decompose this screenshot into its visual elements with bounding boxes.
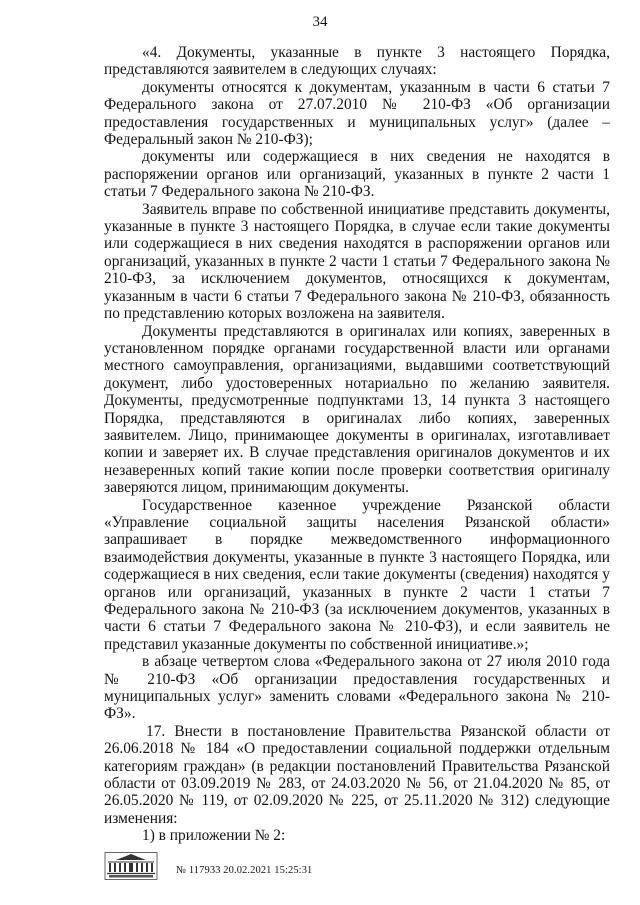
paragraph-appendix-2: 1) в приложении № 2: <box>142 827 286 845</box>
paragraph-item-4: «4. Документы, указанные в пункте 3 настоящего Порядка, представляются заявителем в следующих случаях: <box>104 44 610 79</box>
paragraph-case-2: документы или содержащиеся в них сведения не находятся в распоряжении органов или организаций, указанных в пункте 2 части 1 статьи 7 Федерального закона № 210-ФЗ. <box>104 148 610 201</box>
building-stamp-icon <box>104 852 158 880</box>
paragraph-originals-copies: Документы представляются в оригиналах или копиях, заверенных в установленном порядке органами государственной власти или органами местного самоуправления, организациями, выдавшими соответствующий документ, либо удостоверенных нотариально по желанию заявителя. Документы, предусмотренные подпунктами 13, 14 пункта 3 настоящего Порядка, представляются в оригиналах либо копиях, заверенных заявителем. Лицо, принимающее документы в оригиналах, изготавливает копии и заверяет их. В случае представления оригиналов документов и их незаверенных копий такие копии после проверки соответствия оригиналу заверяются лицом, принимающим документы. <box>104 322 610 497</box>
paragraph-applicant-right: Заявитель вправе по собственной инициативе представить документы, указанные в пункте 3 настоящего Порядка, в случае если такие документы или содержащиеся в них сведения находятся в распоряжении органов или организаций, указанных в пункте 2 части 1 статьи 7 Федерального закона № 210-ФЗ, за исключением документов, относящихся к документам, указанным в части 6 статьи 7 Федерального закона № 210-ФЗ, обязанность по представлению которых возложена на заявителя. <box>104 200 610 323</box>
document-registration-stamp: № 117933 20.02.2021 15:25:31 <box>176 865 313 876</box>
footer <box>104 852 344 886</box>
paragraph-case-1: документы относятся к документам, указанным в части 6 статьи 7 Федерального закона от 27.07.2010 № 210-ФЗ «Об организации предоставления государственных и муниципальных услуг» (далее – Федеральный закон № 210-ФЗ); <box>104 78 610 149</box>
paragraph-amendment-fourth-abzac: в абзаце четвертом слова «Федерального закона от 27 июля 2010 года № 210-ФЗ «Об организации предоставления государственных и муниципальных услуг» заменить словами «Федерального закона № 210-ФЗ». <box>104 653 610 723</box>
document-body <box>104 44 610 845</box>
paragraph-interagency-request: Государственное казенное учреждение Рязанской области «Управление социальной защиты населения Рязанской области» запрашивает в порядке межведомственного информационного взаимодействия документы, указанные в пункте 3 настоящего Порядка, или содержащиеся в них сведения, если такие документы (сведения) находятся у органов или организаций, указанных в пункте 2 части 1 статьи 7 Федерального закона № 210-ФЗ (за исключением документов, указанных в части 6 статьи 7 Федерального закона № 210-ФЗ), и если заявитель не представил указанные документы по собственной инициативе.»; <box>104 496 610 653</box>
page-number: 34 <box>312 14 328 30</box>
paragraph-item-17: 17. Внести в постановление Правительства Рязанской области от 26.06.2018 № 184 «О предоставлении социальной поддержки отдельным категориям граждан» (в редакции постановлений Правительства Рязанской области от 03.09.2019 № 283, от 24.03.2020 № 56, от 21.04.2020 № 85, от 26.05.2020 № 119, от 02.09.2020 № 225, от 25.11.2020 № 312) следующие изменения: <box>104 722 610 827</box>
